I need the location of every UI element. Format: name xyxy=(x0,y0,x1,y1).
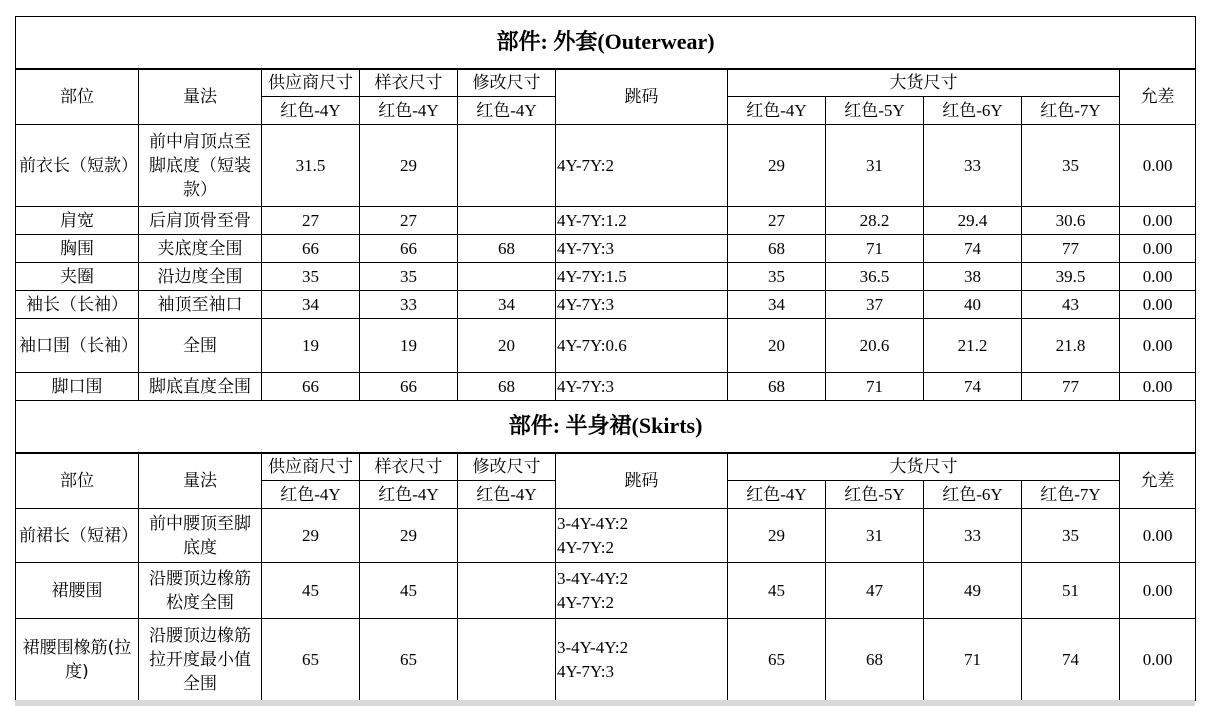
cell-bulk: 77 xyxy=(1022,373,1120,401)
header-method: 量法 xyxy=(139,69,262,125)
header-grade: 跳码 xyxy=(556,453,728,509)
cell-bulk: 20 xyxy=(728,319,826,373)
cell-grade: 4Y-7Y:3 xyxy=(556,235,728,263)
cell-modified xyxy=(458,619,556,701)
cell-method: 夹底度全围 xyxy=(139,235,262,263)
subheader-supplier-size: 红色-4Y xyxy=(262,481,360,509)
subheader-bulk-size: 红色-7Y xyxy=(1022,481,1120,509)
subheader-bulk-size: 红色-4Y xyxy=(728,97,826,125)
cell-bulk: 35 xyxy=(728,263,826,291)
skirts-section-title: 部件: 半身裙(Skirts) xyxy=(16,401,1196,453)
outerwear-spec-table xyxy=(15,16,1196,401)
header-supplier-size: 供应商尺寸 xyxy=(262,453,360,481)
cell-modified: 20 xyxy=(458,319,556,373)
table-row xyxy=(16,563,1196,619)
cell-bulk: 35 xyxy=(1022,125,1120,207)
cell-bulk: 43 xyxy=(1022,291,1120,319)
grade-line: 3-4Y-4Y:2 xyxy=(557,513,629,533)
cell-supplier: 29 xyxy=(262,509,360,563)
cell-bulk: 68 xyxy=(728,235,826,263)
cell-tolerance: 0.00 xyxy=(1120,263,1196,291)
outerwear-section-title: 部件: 外套(Outerwear) xyxy=(16,17,1196,69)
table-row xyxy=(16,619,1196,701)
cell-sample: 29 xyxy=(360,125,458,207)
subheader-bulk-size: 红色-7Y xyxy=(1022,97,1120,125)
header-modified-size: 修改尺寸 xyxy=(458,453,556,481)
cell-tolerance: 0.00 xyxy=(1120,125,1196,207)
cell-method: 脚底直度全围 xyxy=(139,373,262,401)
cell-supplier: 19 xyxy=(262,319,360,373)
cell-part: 肩宽 xyxy=(16,207,139,235)
cell-bulk: 68 xyxy=(728,373,826,401)
table-row xyxy=(16,291,1196,319)
cell-tolerance: 0.00 xyxy=(1120,291,1196,319)
header-tolerance: 允差 xyxy=(1120,69,1196,125)
cell-sample: 65 xyxy=(360,619,458,701)
cell-sample: 33 xyxy=(360,291,458,319)
subheader-modified-size: 红色-4Y xyxy=(458,481,556,509)
cell-bulk: 34 xyxy=(728,291,826,319)
cell-bulk: 45 xyxy=(728,563,826,619)
subheader-bulk-size: 红色-5Y xyxy=(826,481,924,509)
skirts-spec-table xyxy=(15,400,1196,701)
header-sample-size: 样衣尺寸 xyxy=(360,69,458,97)
cell-bulk: 77 xyxy=(1022,235,1120,263)
cell-supplier: 27 xyxy=(262,207,360,235)
cell-tolerance: 0.00 xyxy=(1120,509,1196,563)
cell-modified: 68 xyxy=(458,373,556,401)
cell-tolerance: 0.00 xyxy=(1120,235,1196,263)
cell-part: 裙腰围 xyxy=(16,563,139,619)
cell-part: 袖口围（长袖） xyxy=(16,319,139,373)
cell-method: 前中肩顶点至脚底度（短装款） xyxy=(139,125,262,207)
subheader-bulk-size: 红色-5Y xyxy=(826,97,924,125)
cell-supplier: 31.5 xyxy=(262,125,360,207)
cell-sample: 19 xyxy=(360,319,458,373)
subheader-bulk-size: 红色-6Y xyxy=(924,97,1022,125)
cell-bulk: 35 xyxy=(1022,509,1120,563)
cell-modified xyxy=(458,207,556,235)
subheader-bulk-size: 红色-4Y xyxy=(728,481,826,509)
cell-bulk: 68 xyxy=(826,619,924,701)
cell-bulk: 21.2 xyxy=(924,319,1022,373)
cell-grade: 4Y-7Y:2 xyxy=(556,125,728,207)
subheader-modified-size: 红色-4Y xyxy=(458,97,556,125)
cell-bulk: 49 xyxy=(924,563,1022,619)
cell-part: 袖长（长袖） xyxy=(16,291,139,319)
header-sample-size: 样衣尺寸 xyxy=(360,453,458,481)
cell-grade: 4Y-7Y:3 xyxy=(556,373,728,401)
cell-method: 后肩顶骨至骨 xyxy=(139,207,262,235)
cell-bulk: 33 xyxy=(924,125,1022,207)
cell-tolerance: 0.00 xyxy=(1120,373,1196,401)
cell-bulk: 28.2 xyxy=(826,207,924,235)
cell-modified xyxy=(458,125,556,207)
grade-line: 3-4Y-4Y:2 xyxy=(557,637,629,657)
cell-grade: 4Y-7Y:1.2 xyxy=(556,207,728,235)
subheader-bulk-size: 红色-6Y xyxy=(924,481,1022,509)
cell-sample: 66 xyxy=(360,373,458,401)
header-method: 量法 xyxy=(139,453,262,509)
cell-part: 前裙长（短裙） xyxy=(16,509,139,563)
cell-sample: 66 xyxy=(360,235,458,263)
table-row xyxy=(16,373,1196,401)
table-row xyxy=(16,235,1196,263)
cell-part: 夹圈 xyxy=(16,263,139,291)
subheader-sample-size: 红色-4Y xyxy=(360,481,458,509)
cell-modified: 68 xyxy=(458,235,556,263)
subheader-supplier-size: 红色-4Y xyxy=(262,97,360,125)
cell-tolerance: 0.00 xyxy=(1120,619,1196,701)
cell-bulk: 36.5 xyxy=(826,263,924,291)
cell-sample: 27 xyxy=(360,207,458,235)
header-grade: 跳码 xyxy=(556,69,728,125)
cell-bulk: 33 xyxy=(924,509,1022,563)
grade-line: 4Y-7Y:2 xyxy=(557,537,614,557)
header-supplier-size: 供应商尺寸 xyxy=(262,69,360,97)
cell-bulk: 38 xyxy=(924,263,1022,291)
cell-bulk: 31 xyxy=(826,125,924,207)
cell-bulk: 29 xyxy=(728,125,826,207)
cell-sample: 29 xyxy=(360,509,458,563)
cell-bulk: 47 xyxy=(826,563,924,619)
cell-bulk: 71 xyxy=(826,373,924,401)
cell-bulk: 31 xyxy=(826,509,924,563)
header-modified-size: 修改尺寸 xyxy=(458,69,556,97)
cell-part: 裙腰围橡筋(拉度) xyxy=(16,619,139,701)
cell-method: 全围 xyxy=(139,319,262,373)
cell-method: 袖顶至袖口 xyxy=(139,291,262,319)
cell-modified xyxy=(458,509,556,563)
table-row xyxy=(16,207,1196,235)
cell-part: 脚口围 xyxy=(16,373,139,401)
cell-sample: 45 xyxy=(360,563,458,619)
table-row xyxy=(16,125,1196,207)
cell-bulk: 21.8 xyxy=(1022,319,1120,373)
cell-supplier: 65 xyxy=(262,619,360,701)
header-bulk-size: 大货尺寸 xyxy=(728,69,1120,97)
cell-bulk: 39.5 xyxy=(1022,263,1120,291)
cell-bulk: 30.6 xyxy=(1022,207,1120,235)
cell-grade: 4Y-7Y:3 xyxy=(556,291,728,319)
cell-bulk: 29 xyxy=(728,509,826,563)
cell-method: 前中腰顶至脚底度 xyxy=(139,509,262,563)
cell-bulk: 71 xyxy=(826,235,924,263)
cell-bulk: 51 xyxy=(1022,563,1120,619)
cell-tolerance: 0.00 xyxy=(1120,319,1196,373)
cell-tolerance: 0.00 xyxy=(1120,563,1196,619)
header-part: 部位 xyxy=(16,69,139,125)
cell-method: 沿边度全围 xyxy=(139,263,262,291)
cell-modified: 34 xyxy=(458,291,556,319)
grade-line: 4Y-7Y:2 xyxy=(557,592,614,612)
cell-bulk: 65 xyxy=(728,619,826,701)
subheader-sample-size: 红色-4Y xyxy=(360,97,458,125)
bottom-divider xyxy=(15,700,1195,706)
cell-supplier: 45 xyxy=(262,563,360,619)
cell-supplier: 35 xyxy=(262,263,360,291)
cell-grade xyxy=(556,563,728,619)
cell-bulk: 74 xyxy=(924,373,1022,401)
table-row xyxy=(16,509,1196,563)
table-row xyxy=(16,319,1196,373)
cell-modified xyxy=(458,563,556,619)
cell-bulk: 40 xyxy=(924,291,1022,319)
cell-sample: 35 xyxy=(360,263,458,291)
cell-tolerance: 0.00 xyxy=(1120,207,1196,235)
table-row xyxy=(16,263,1196,291)
header-part: 部位 xyxy=(16,453,139,509)
cell-part: 前衣长（短款） xyxy=(16,125,139,207)
cell-bulk: 71 xyxy=(924,619,1022,701)
cell-supplier: 66 xyxy=(262,235,360,263)
header-tolerance: 允差 xyxy=(1120,453,1196,509)
cell-grade xyxy=(556,509,728,563)
grade-line: 3-4Y-4Y:2 xyxy=(557,568,629,588)
cell-bulk: 37 xyxy=(826,291,924,319)
cell-bulk: 74 xyxy=(1022,619,1120,701)
cell-supplier: 34 xyxy=(262,291,360,319)
cell-method: 沿腰顶边橡筋松度全围 xyxy=(139,563,262,619)
cell-grade: 4Y-7Y:0.6 xyxy=(556,319,728,373)
cell-grade: 4Y-7Y:1.5 xyxy=(556,263,728,291)
cell-part: 胸围 xyxy=(16,235,139,263)
cell-modified xyxy=(458,263,556,291)
cell-bulk: 29.4 xyxy=(924,207,1022,235)
cell-bulk: 74 xyxy=(924,235,1022,263)
cell-supplier: 66 xyxy=(262,373,360,401)
grade-line: 4Y-7Y:3 xyxy=(557,661,614,681)
cell-bulk: 20.6 xyxy=(826,319,924,373)
header-bulk-size: 大货尺寸 xyxy=(728,453,1120,481)
cell-method: 沿腰顶边橡筋拉开度最小值全围 xyxy=(139,619,262,701)
cell-bulk: 27 xyxy=(728,207,826,235)
cell-grade xyxy=(556,619,728,701)
